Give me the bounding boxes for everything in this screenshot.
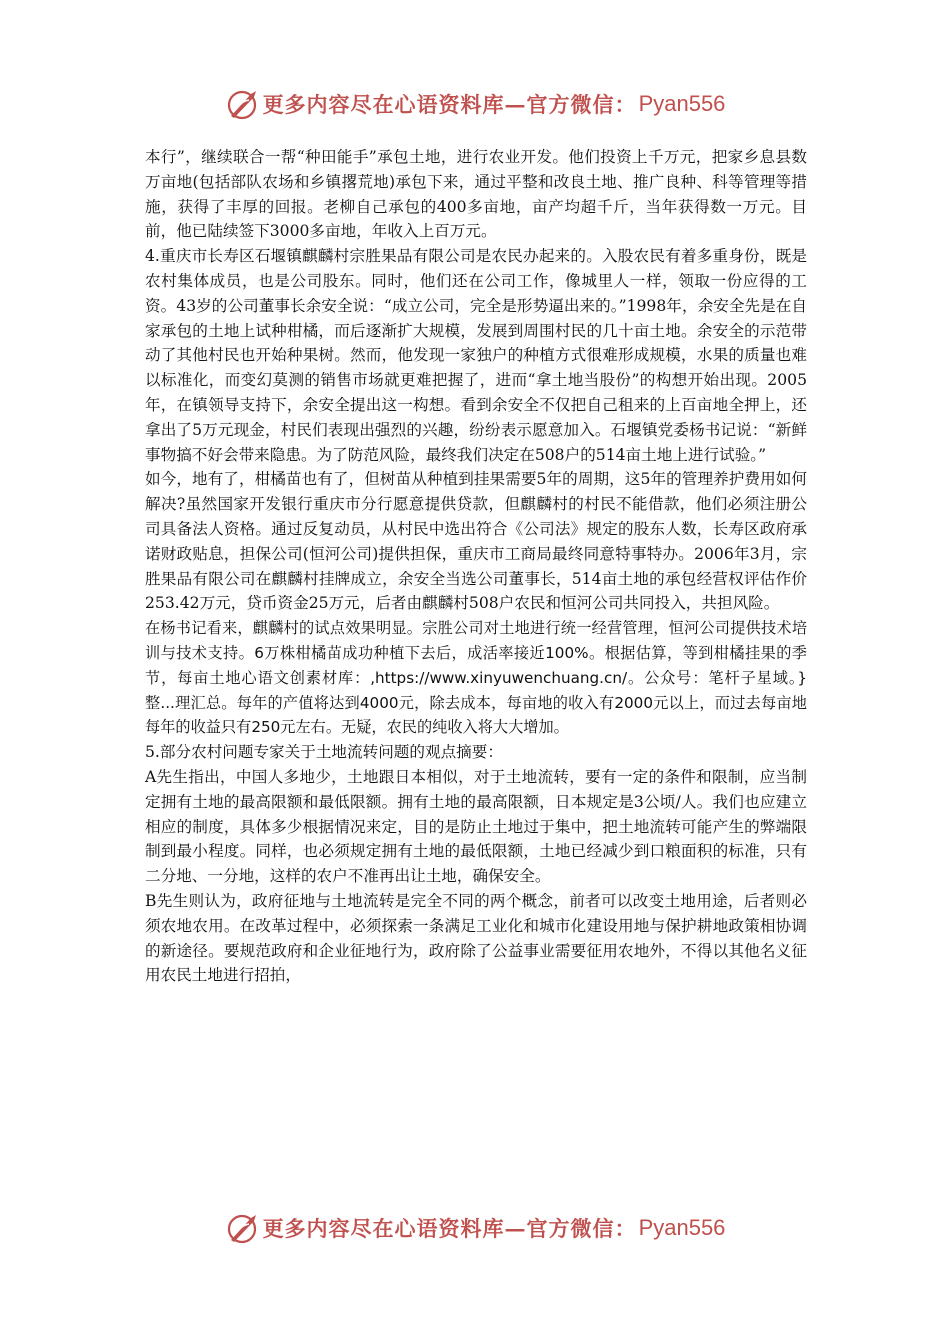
paragraph: 4.重庆市长寿区石堰镇麒麟村宗胜果品有限公司是农民办起来的。入股农民有着多重身份，既是农村集体成员，也是公司股东。同时，他们还在公司工作，像城里人一样，领取一份应得的工资。43岁的公司董事长余安全说：“成立公司，完全是形势逼出来的。”1998年，余安全先是在自家承包的土地上试种柑橘，而后逐渐扩大规模，发展到周围村民的几十亩土地。余安全的示范带动了其他村民也开始种果树。然而，他发现一家独户的种植方式很难形成规模，水果的质量也难以标准化，而变幻莫测的销售市场就更难把握了，进而“拿土地当股份”的构想开始出现。2005年，在镇领导支持下，余安全提出这一构想。看到余安全不仅把自己租来的上百亩地全押上，还拿出了5万元现金，村民们表现出强烈的兴趣，纷纷表示愿意加入。石堰镇党委杨书记说：“新鲜事物搞不好会带来隐患。为了防范风险，最终我们决定在508户的514亩土地上进行试验。” bbox=[145, 247, 807, 464]
paragraph: 本行”，继续联合一帮“种田能手”承包土地，进行农业开发。他们投资上千万元，把家乡息县数万亩地(包括部队农场和乡镇撂荒地)承包下来，通过平整和改良土地、推广良种、科等管理等措施，获得了丰厚的回报。老柳自己承包的400多亩地，亩产均超千斤，当年获得数一万元。目前，他已陆续签下3000多亩地，年收入上百万元。 bbox=[145, 148, 807, 241]
banner-wechat-id: Pyan556 bbox=[638, 1215, 726, 1240]
section-heading: 5.部分农村问题专家关于土地流转问题的观点摘要： bbox=[145, 743, 503, 762]
paragraph: 在杨书记看来，麒麟村的试点效果明显。宗胜公司对土地进行统一经营管理，恒河公司提供技术培训与技术支持。6万株柑橘苗成功种植下去后，成活率接近100%。根据估算，等到柑橘挂果的季节，每亩土地心语文创素材库：,https://www.xinyuwenchuang.cn/。公众号：笔杆子星域。}整...理汇总。每年的产值将达到4000元，除去成本，每亩地的收入有2000元以上，而过去每亩地每年的收益只有250元左右。无疑，农民的纯收入将大大增加。 bbox=[145, 619, 807, 737]
pen-logo-icon bbox=[225, 86, 261, 122]
paragraph: A先生指出，中国人多地少，土地跟日本相似，对于土地流转，要有一定的条件和限制，应当制定拥有土地的最高限额和最低限额。拥有土地的最高限额，日本规定是3公顷/人。我们也应建立相应的制度，具体多少根据情况来定，目的是防止土地过于集中，把土地流转可能产生的弊端限制到最小程度。同样，也必须规定拥有土地的最低限额，土地已经减少到口粮面积的标准，只有二分地、一分地，这样的农户不准再出让土地，确保安全。 bbox=[145, 767, 807, 886]
document-body bbox=[145, 145, 807, 988]
banner-wechat-id: Pyan556 bbox=[638, 91, 726, 116]
header-banner bbox=[0, 82, 950, 126]
pen-logo-icon bbox=[225, 1210, 261, 1246]
banner-text: 更多内容尽在心语资料库—官方微信： bbox=[262, 92, 637, 117]
paragraph: B先生则认为，政府征地与土地流转是完全不同的两个概念，前者可以改变土地用途，后者则必须农地农用。在改革过程中，必须探索一条满足工业化和城市化建设用地与保护耕地政策相协调的新途径。要规范政府和企业征地行为，政府除了公益事业需要征用农地外，不得以其他名义征用农民土地进行招拍， bbox=[145, 891, 807, 985]
footer-banner bbox=[0, 1206, 950, 1250]
banner-text: 更多内容尽在心语资料库—官方微信： bbox=[262, 1216, 637, 1241]
paragraph: 如今，地有了，柑橘苗也有了，但树苗从种植到挂果需要5年的周期，这5年的管理养护费用如何解决?虽然国家开发银行重庆市分行愿意提供贷款，但麒麟村的村民不能借款，他们必须注册公司具备法人资格。通过反复动员，从村民中选出符合《公司法》规定的股东人数，长寿区政府承诺财政贴息，担保公司(恒河公司)提供担保，重庆市工商局最终同意特事特办。2006年3月，宗胜果品有限公司在麒麟村挂牌成立，余安全当选公司董事长，514亩土地的承包经营权评估作价253.42万元，贷币资金25万元，后者由麒麟村508户农民和恒河公司共同投入，共担风险。 bbox=[145, 470, 807, 613]
